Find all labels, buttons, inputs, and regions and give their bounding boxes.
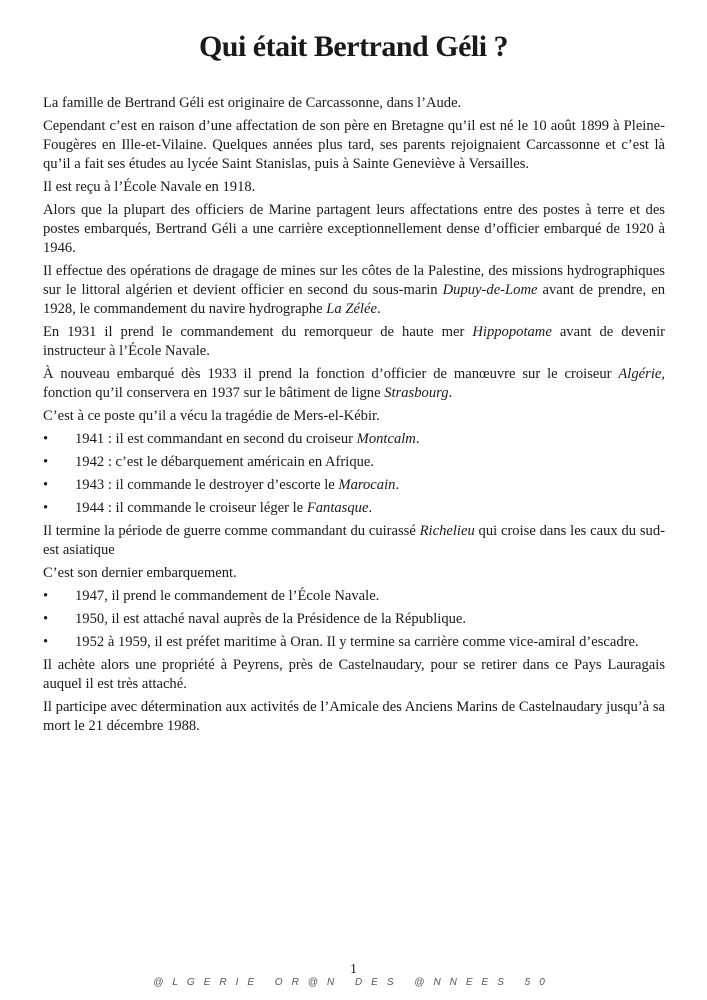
text-run: 1942 : c’est le débarquement américain en Afrique. [75,454,375,470]
text-run: . [415,431,420,447]
paragraph [43,94,665,113]
text-run: qui croise dans les caux du sud-est asiatique [43,523,665,558]
text-run: À nouveau embarqué dès 1933 il prend la fonction d’officier de manœuvre sur le croiseur [43,366,619,382]
italic-text: Marocain [338,477,396,493]
italic-text: Dupuy-de-Lome [442,282,538,298]
text-run: Alors que la plupart des officiers de Marine partagent leurs affectations entre des postes à terre et des postes embarqués, Bertrand Géli a une carrière exceptionnellement dense d’officier embarqué de 1920 à 1946. [43,202,665,256]
italic-text: Strasbourg [384,385,449,401]
bullet-item [43,633,665,652]
page-number: 1 [350,962,357,977]
bullet-marker: • [43,588,49,604]
bullet-marker: • [43,500,49,516]
italic-text: Algérie, [618,366,665,382]
italic-text: La Zélée [326,301,377,317]
text-run: 1950, il est attaché naval auprès de la Présidence de la République. [75,611,467,627]
paragraph [43,698,665,736]
text-run: Il participe avec détermination aux activités de l’Amicale des Anciens Marins de Castelnaudary jusqu’à sa mort le 21 décembre 1988. [43,699,665,734]
paragraph [43,407,665,426]
text-run: Il effectue des opérations de dragage de mines sur les côtes de la Palestine, des missions hydrographiques sur le littoral algérien et devient officier en second du sous-marin [43,263,665,298]
text-run: fonction qu’il conservera en 1937 sur le bâtiment de ligne [43,385,385,401]
text-run: C’est à ce poste qu’il a vécu la tragédie de Mers-el-Kébir. [43,408,380,424]
bullet-item [43,453,665,472]
italic-text: Hippopotame [472,324,552,340]
page-title: Qui était Bertrand Géli ? [198,30,509,63]
paragraph [43,365,665,403]
bullet-item [43,430,665,449]
text-run: 1952 à 1959, il est préfet maritime à Oran. Il y termine sa carrière comme vice-amiral d’escadre. [75,634,639,650]
bullet-text [75,634,639,650]
text-run: Il est reçu à l’École Navale en 1918. [43,179,256,195]
paragraph [43,117,665,174]
text-run: . [368,500,373,516]
text-run: 1943 : il commande le destroyer d’escorte le [75,477,339,493]
text-run: 1944 : il commande le croiseur léger le [75,500,307,516]
bullet-text [75,610,665,629]
bullet-text [75,499,665,518]
text-run: . [376,301,381,317]
text-run: En 1931 il prend le commandement du remorqueur de haute mer [43,324,473,340]
italic-text: Richelieu [419,523,475,539]
running-footer: @LGERIE OR@N DES @NNEES 50 [153,977,554,988]
bullet-marker: • [43,454,49,470]
italic-text: Fantasque [306,500,369,516]
bullet-text [75,453,665,472]
bullet-item [43,476,665,495]
paragraph [43,656,665,694]
bullet-item [43,499,665,518]
paragraph [43,564,665,583]
italic-text: Montcalm [356,431,416,447]
bullet-item [43,587,665,606]
text-run: . [448,385,453,401]
text-run: 1947, il prend le commandement de l’École Navale. [75,588,380,604]
paragraph [43,323,665,361]
text-run: avant de devenir instructeur à l’École Navale. [43,324,665,359]
document-body [43,94,665,740]
bullet-text [75,476,665,495]
bullet-item [43,610,665,629]
text-run: avant de prendre, en 1928, le commandement du navire hydrographe [43,282,665,317]
bullet-text [75,587,665,606]
bullet-marker: • [43,431,49,447]
text-run: C’est son dernier embarquement. [43,565,237,581]
text-run: 1941 : il est commandant en second du croiseur [75,431,357,447]
bullet-marker: • [43,477,49,493]
text-run: . [395,477,400,493]
paragraph [43,178,665,197]
bullet-marker: • [43,634,49,650]
bullet-marker: • [43,611,49,627]
text-run: Il termine la période de guerre comme commandant du cuirassé [43,523,420,539]
text-run: Il achète alors une propriété à Peyrens, près de Castelnaudary, pour se retirer dans ce Pays Lauragais auquel il est très attaché. [43,657,665,692]
text-run: Cependant c’est en raison d’une affectation de son père en Bretagne qu’il est né le 10 août 1899 à Pleine-Fougères en Ille-et-Vilaine. Quelques années plus tard, ses parents rejoignaient Carcassonne et c’est là qu’il a fait ses études au lycée Saint Stanislas, puis à Sainte Geneviève à Versailles. [43,118,665,172]
paragraph [43,201,665,258]
paragraph [43,522,665,560]
paragraph [43,262,665,319]
bullet-text [75,430,665,449]
text-run: La famille de Bertrand Géli est originaire de Carcassonne, dans l’Aude. [43,95,462,111]
